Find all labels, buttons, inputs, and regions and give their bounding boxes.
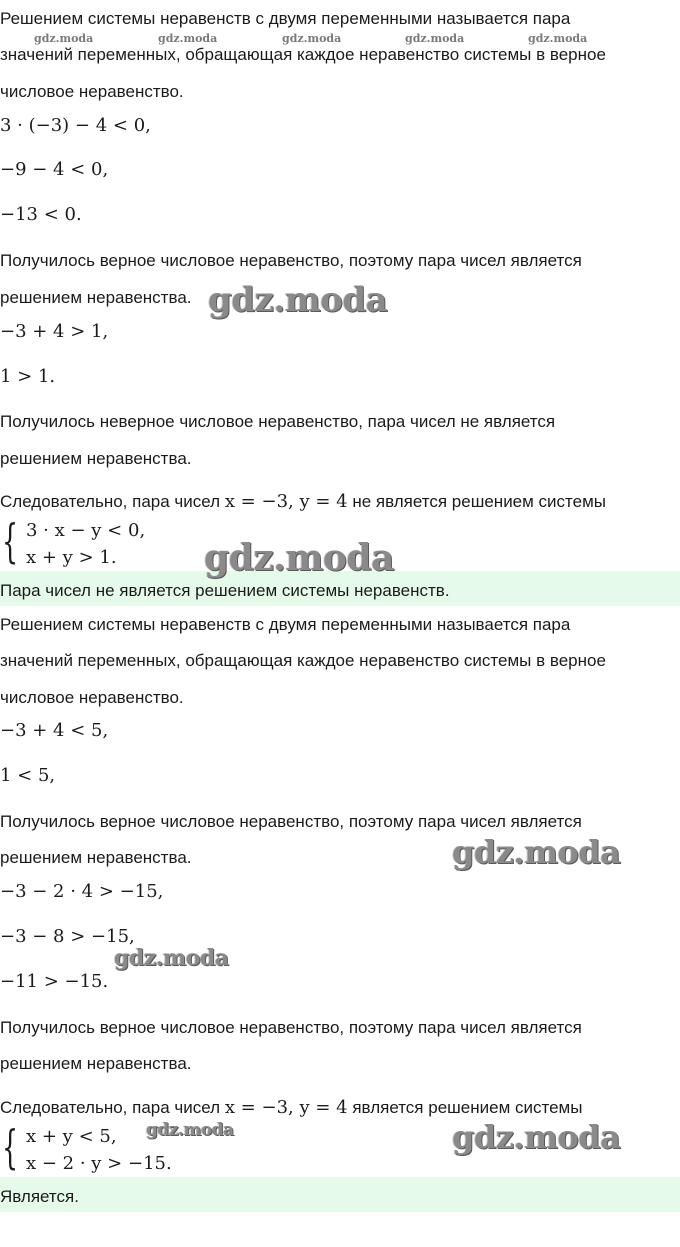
watermark-large: gdz.moda: [452, 833, 621, 871]
watermark-small: gdz.moda: [528, 32, 588, 45]
text-line: решением неравенства.: [0, 288, 192, 307]
math-line: −3 − 2 · 4 > −15,: [0, 881, 164, 902]
math-line: −3 + 4 < 5,: [0, 720, 109, 741]
text-line: решением неравенства.: [0, 449, 192, 468]
system-brace: {: [2, 514, 19, 568]
conclusion-text: Следовательно, пара чисел: [0, 492, 225, 511]
answer-text: Является.: [0, 1187, 79, 1206]
watermark-medium: gdz.moda: [146, 1120, 234, 1140]
text-line: Получилось верное числовое неравенство, поэтому пара чисел является: [0, 251, 582, 270]
definition-line: числовое неравенство.: [0, 688, 184, 707]
system-line: x + y > 1.: [26, 547, 117, 568]
system-line: 3 · x − y < 0,: [26, 520, 146, 541]
text-line: решением неравенства.: [0, 848, 192, 867]
definition-line: значений переменных, обращающая каждое неравенство системы в верное: [0, 45, 606, 64]
math-line: −13 < 0.: [0, 204, 82, 225]
watermark-large: gdz.moda: [452, 1118, 621, 1156]
watermark-small: gdz.moda: [282, 32, 342, 45]
math-line: 1 < 5,: [0, 765, 56, 786]
definition-line: Решением системы неравенств с двумя переменными называется пара: [0, 615, 571, 634]
math-line: 1 > 1.: [0, 366, 56, 387]
math-line: −11 > −15.: [0, 971, 109, 992]
math-line: 3 · (−3) − 4 < 0,: [0, 115, 151, 136]
conclusion-text: Следовательно, пара чисел: [0, 1098, 225, 1117]
watermark-small: gdz.moda: [158, 32, 218, 45]
text-line: Получилось верное числовое неравенство, поэтому пара чисел является: [0, 1018, 582, 1037]
system-brace: {: [2, 1120, 19, 1174]
watermark-large: gdz.moda: [208, 280, 388, 320]
conclusion-math: x = −3, y = 4: [224, 1097, 348, 1118]
definition-line: значений переменных, обращающая каждое неравенство системы в верное: [0, 651, 606, 670]
watermark-medium: gdz.moda: [114, 945, 229, 971]
definition-line: числовое неравенство.: [0, 82, 184, 101]
system-line: x − 2 · y > −15.: [26, 1153, 172, 1174]
conclusion-text: является решением системы: [347, 1098, 583, 1117]
watermark-large: gdz.moda: [204, 537, 394, 579]
text-line: решением неравенства.: [0, 1054, 192, 1073]
definition-line: Решением системы неравенств с двумя переменными называется пара: [0, 9, 571, 28]
math-line: −3 + 4 > 1,: [0, 321, 109, 342]
conclusion-line: [0, 1097, 582, 1119]
system-line: x + y < 5,: [26, 1126, 117, 1147]
text-line: Получилось верное числовое неравенство, поэтому пара чисел является: [0, 812, 582, 831]
conclusion-math: x = −3, y = 4: [224, 491, 348, 512]
text-line: Получилось неверное числовое неравенство, пара чисел не является: [0, 412, 556, 431]
conclusion-text: не является решением системы: [347, 492, 607, 511]
answer-highlight: [0, 1177, 680, 1212]
math-line: −9 − 4 < 0,: [0, 159, 109, 180]
answer-text: Пара чисел не является решением системы неравенств.: [0, 581, 450, 600]
watermark-small: gdz.moda: [405, 32, 465, 45]
math-line: −3 − 8 > −15,: [0, 926, 135, 947]
watermark-small: gdz.moda: [34, 32, 94, 45]
conclusion-line: [0, 491, 606, 513]
